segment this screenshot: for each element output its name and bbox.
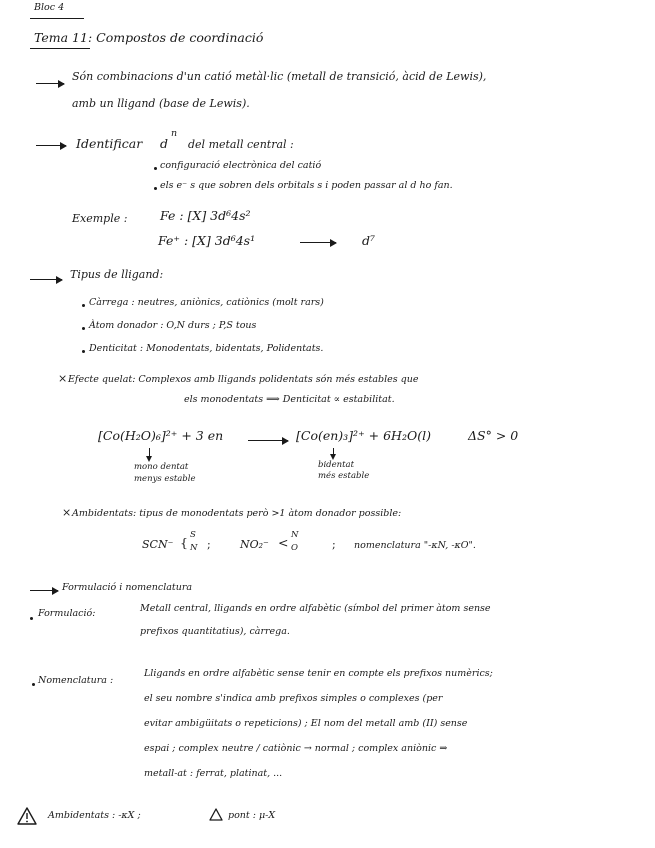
no2-donor-n: N [291,530,299,540]
ambidentate-nomenclature: nomenclatura "-κN, -κO". [354,540,476,551]
note-less-stable: menys estable [134,474,196,484]
no2-formula: NO₂⁻ [240,538,269,551]
chelate-line-1: Efecte quelat: Complexos amb lligands polidentats són més estables que [68,374,419,385]
footer-ambidentats: Ambidentats : -κX ; [48,810,141,821]
nomenclature-line-1: Lligands en ordre alfabètic sense tenir en compte els prefixos numèrics; [144,668,493,679]
topic-underline [30,48,90,49]
formulation-line-2: prefixos quantitatius), càrrega. [140,626,290,637]
bullet-arrow-icon [36,145,66,146]
bullet-dot-icon [82,327,85,330]
down-arrow-icon [333,448,334,458]
down-arrow-icon [149,448,150,460]
cross-bullet-icon: × [62,506,72,519]
nomenclature-label: Nomenclatura : [38,675,114,686]
ligands-heading: Tipus de lligand: [70,268,164,281]
bullet-arrow-icon [30,590,58,591]
bullet-arrow-icon [36,83,64,84]
brace-icon: < [278,535,289,550]
example-label: Exemple : [72,212,128,225]
bullet-dot-icon [154,167,157,170]
separator-icon: ; [207,538,211,551]
delta-icon [208,807,224,822]
reaction-arrow-icon [248,440,288,441]
bullet-dot-icon [30,617,33,620]
example-fe: Fe : [X] 3d⁶4s² [160,208,251,223]
nomenclature-line-4: espai ; complex neutre / catiònic → normal ; complex aniònic ⇒ [144,743,448,754]
ambidentate-line-1: Ambidentats: tipus de monodentats però >1 àtom donador possible: [72,508,402,519]
scn-donor-n: N [190,543,198,553]
ligand-charge: Càrrega : neutres, aniònics, catiònics (molt rars) [89,297,324,308]
note-bidentate: bidentat [318,460,355,470]
note-more-stable: més estable [318,471,370,481]
note-monodentate: mono dentat [134,462,189,472]
dn-rest: del metall central : [188,138,294,151]
chelate-line-2: els monodentats ⟹ Denticitat ∝ estabilitat. [184,394,395,405]
nomenclature-line-2: el seu nombre s'indica amb prefixos simples o complexes (per [144,693,443,704]
scn-donor-s: S [190,530,196,540]
nomenclature-line-5: metall-at : ferrat, platinat, ... [144,768,283,779]
block-underline [30,18,84,19]
formulation-label: Formulació: [38,608,96,619]
formulation-line-1: Metall central, lligands en ordre alfabètic (símbol del primer àtom sense [140,603,491,614]
no2-donor-o: O [291,543,298,553]
warning-icon [16,806,38,826]
example-fe-plus: Fe⁺ : [X] 3d⁶4s¹ [158,233,256,248]
dn-heading: Identificar [76,136,143,151]
equation-right: [Co(en)₃]²⁺ + 6H₂O(l) [296,428,431,443]
bullet-dot-icon [82,304,85,307]
block-label: Bloc 4 [34,2,65,13]
separator-icon: ; [332,538,336,551]
dn-item-2: els e⁻ s que sobren dels orbitals s i poden passar al d ho fan. [160,180,453,191]
bullet-dot-icon [154,187,157,190]
bullet-arrow-icon [30,279,62,280]
brace-icon: { [180,535,188,550]
ligand-donor-atom: Àtom donador : O,N durs ; P,S tous [89,320,257,331]
footer-bridge: pont : μ-X [228,810,276,821]
intro-line-2: amb un lligand (base de Lewis). [72,97,250,110]
dn-superscript: n [171,128,178,139]
formulation-heading: Formulació i nomenclatura [62,582,193,593]
yields-arrow-icon [300,242,336,243]
dn-item-1: configuració electrònica del catió [160,160,322,171]
bullet-dot-icon [32,683,35,686]
nomenclature-line-3: evitar ambigüitats o repeticions) ; El nom del metall amb (II) sense [144,718,468,729]
dn-symbol: d [160,136,169,151]
bullet-dot-icon [82,350,85,353]
entropy-change: ΔS° > 0 [468,428,519,443]
scn-formula: SCN⁻ [142,538,174,551]
ligand-denticity: Denticitat : Monodentats, bidentats, Polidentats. [89,343,324,354]
intro-line-1: Són combinacions d'un catió metàl·lic (metall de transició, àcid de Lewis), [72,70,487,83]
topic-title: Tema 11: Compostos de coordinació [34,30,264,45]
example-result: d⁷ [362,233,376,248]
cross-bullet-icon: × [58,372,68,385]
equation-left: [Co(H₂O)₆]²⁺ + 3 en [98,428,224,443]
